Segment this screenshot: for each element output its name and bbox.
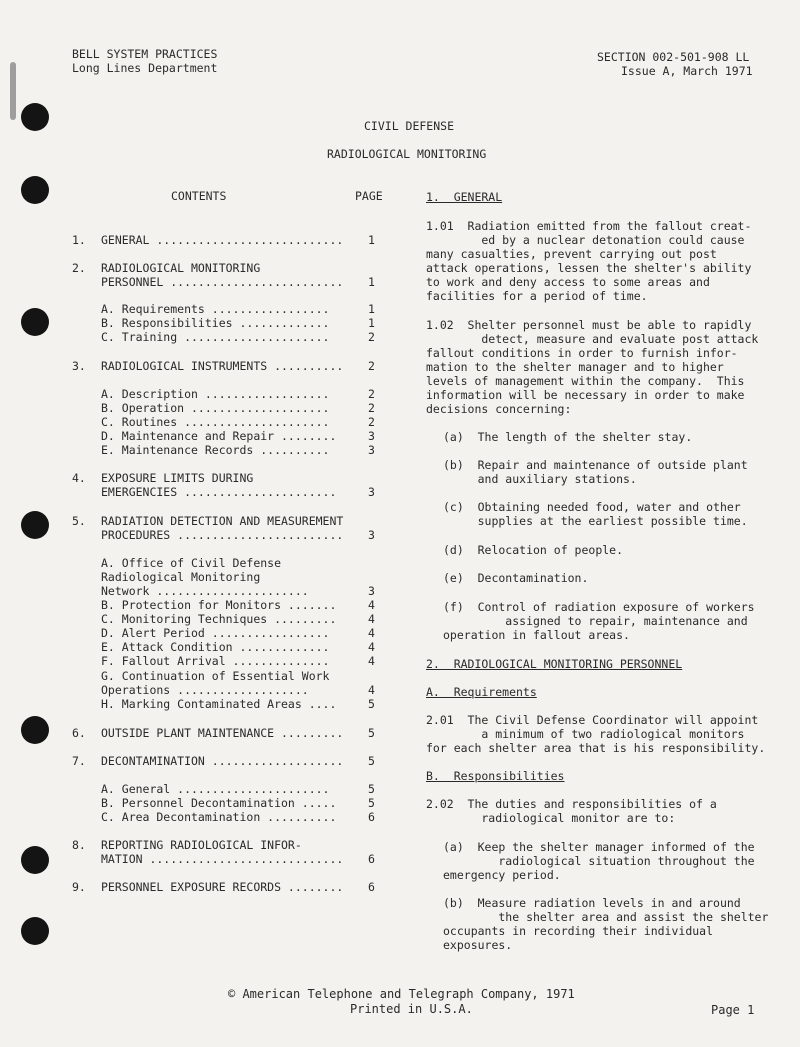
header-right-line2: Issue A, March 1971 xyxy=(621,64,753,78)
toc-page-number: 1 xyxy=(368,233,375,247)
toc-entry-title: Network ...................... xyxy=(101,584,309,598)
toc-entry-title: RADIATION DETECTION AND MEASUREMENT xyxy=(101,514,344,528)
list-item-c: (c) Obtaining needed food, water and other supplies at the earliest possible time. xyxy=(443,500,748,528)
toc-page-number: 5 xyxy=(368,697,375,711)
list-item-2a: (a) Keep the shelter manager informed of the radiological situation throughout the emergency period. xyxy=(443,840,755,882)
toc-entry-title: A. Office of Civil Defense xyxy=(101,556,282,570)
ink-stain xyxy=(10,62,16,120)
toc-number: 5. xyxy=(72,514,86,528)
header-left-line1: BELL SYSTEM PRACTICES xyxy=(72,47,218,61)
toc-page-number: 2 xyxy=(368,387,375,401)
toc-page-number: 4 xyxy=(368,626,375,640)
toc-page-number: 1 xyxy=(368,275,375,289)
binder-hole xyxy=(21,103,49,131)
toc-entry-title: GENERAL ........................... xyxy=(101,233,344,247)
toc-page-number: 5 xyxy=(368,754,375,768)
paragraph-2-01: 2.01 The Civil Defense Coordinator will appoint a minimum of two radiological monitors for each shelter area that is his responsibility. xyxy=(426,713,766,755)
toc-entry-title: C. Area Decontamination .......... xyxy=(101,810,337,824)
page-column-heading: PAGE xyxy=(355,189,383,203)
toc-entry-title: C. Routines ..................... xyxy=(101,415,330,429)
toc-page-number: 5 xyxy=(368,796,375,810)
list-item-a: (a) The length of the shelter stay. xyxy=(443,430,693,444)
list-item-b: (b) Repair and maintenance of outside plant and auxiliary stations. xyxy=(443,458,748,486)
toc-number: 7. xyxy=(72,754,86,768)
toc-entry-title: RADIOLOGICAL INSTRUMENTS .......... xyxy=(101,359,344,373)
toc-number: 6. xyxy=(72,726,86,740)
toc-page-number: 1 xyxy=(368,316,375,330)
toc-page-number: 2 xyxy=(368,415,375,429)
toc-entry-title: B. Responsibilities ............. xyxy=(101,316,330,330)
toc-page-number: 6 xyxy=(368,880,375,894)
toc-page-number: 4 xyxy=(368,683,375,697)
toc-entry-title: EMERGENCIES ...................... xyxy=(101,485,337,499)
toc-entry-title: B. Personnel Decontamination ..... xyxy=(101,796,337,810)
toc-number: 1. xyxy=(72,233,86,247)
list-item-2b: (b) Measure radiation levels in and around the shelter area and assist the shelter occupants in recording their individual exposures. xyxy=(443,896,769,952)
toc-page-number: 2 xyxy=(368,359,375,373)
toc-entry-title: Radiological Monitoring xyxy=(101,570,261,584)
toc-entry-title: REPORTING RADIOLOGICAL INFOR- xyxy=(101,838,302,852)
section-2-heading: 2. RADIOLOGICAL MONITORING PERSONNEL xyxy=(426,657,683,671)
binder-hole xyxy=(21,176,49,204)
toc-entry-title: D. Alert Period ................. xyxy=(101,626,330,640)
copyright-line: © American Telephone and Telegraph Company, 1971 xyxy=(228,987,575,1001)
toc-page-number: 1 xyxy=(368,302,375,316)
binder-hole xyxy=(21,716,49,744)
list-item-d: (d) Relocation of people. xyxy=(443,543,624,557)
toc-entry-title: PROCEDURES ........................ xyxy=(101,528,344,542)
header-right-line1: SECTION 002-501-908 LL xyxy=(597,50,750,64)
toc-entry-title: A. Requirements ................. xyxy=(101,302,330,316)
binder-hole xyxy=(21,511,49,539)
paragraph-1-01: 1.01 Radiation emitted from the fallout creat- ed by a nuclear detonation could cause many casualties, prevent carrying out post attack operations, lessen the shelter's ability to work and deny access to some areas and facilities for a period of time. xyxy=(426,219,752,303)
toc-entry-title: E. Maintenance Records .......... xyxy=(101,443,330,457)
paragraph-2-02: 2.02 The duties and responsibilities of a radiological monitor are to: xyxy=(426,797,717,825)
toc-page-number: 5 xyxy=(368,782,375,796)
header-left-line2: Long Lines Department xyxy=(72,61,218,75)
toc-number: 9. xyxy=(72,880,86,894)
paragraph-1-02: 1.02 Shelter personnel must be able to rapidly detect, measure and evaluate post attack fallout conditions in order to furnish infor- mation to the shelter manager and to higher levels of management within the company. This information will be necessary in order to make decisions concerning: xyxy=(426,318,759,416)
toc-entry-title: PERSONNEL EXPOSURE RECORDS ........ xyxy=(101,880,344,894)
contents-heading: CONTENTS xyxy=(171,189,227,203)
toc-page-number: 5 xyxy=(368,726,375,740)
toc-entry-title: G. Continuation of Essential Work xyxy=(101,669,330,683)
toc-entry-title: A. Description .................. xyxy=(101,387,330,401)
toc-entry-title: F. Fallout Arrival .............. xyxy=(101,654,330,668)
toc-entry-title: PERSONNEL ......................... xyxy=(101,275,344,289)
toc-entry-title: DECONTAMINATION ................... xyxy=(101,754,344,768)
toc-page-number: 3 xyxy=(368,528,375,542)
binder-hole xyxy=(21,308,49,336)
list-item-e: (e) Decontamination. xyxy=(443,571,589,585)
toc-number: 2. xyxy=(72,261,86,275)
binder-hole xyxy=(21,846,49,874)
subsection-a-heading: A. Requirements xyxy=(426,685,537,699)
toc-entry-title: B. Protection for Monitors ....... xyxy=(101,598,337,612)
toc-number: 8. xyxy=(72,838,86,852)
toc-number: 3. xyxy=(72,359,86,373)
list-item-f: (f) Control of radiation exposure of workers assigned to repair, maintenance and operation in fallout areas. xyxy=(443,600,755,642)
document-subtitle: RADIOLOGICAL MONITORING xyxy=(327,147,487,161)
toc-page-number: 3 xyxy=(368,485,375,499)
toc-page-number: 6 xyxy=(368,852,375,866)
toc-entry-title: C. Monitoring Techniques ......... xyxy=(101,612,337,626)
toc-page-number: 3 xyxy=(368,443,375,457)
toc-entry-title: B. Operation .................... xyxy=(101,401,330,415)
toc-number: 4. xyxy=(72,471,86,485)
document-title: CIVIL DEFENSE xyxy=(364,119,455,133)
toc-entry-title: E. Attack Condition ............. xyxy=(101,640,330,654)
toc-page-number: 4 xyxy=(368,598,375,612)
toc-page-number: 4 xyxy=(368,640,375,654)
section-1-heading: 1. GENERAL xyxy=(426,190,503,204)
toc-entry-title: A. General ...................... xyxy=(101,782,330,796)
toc-entry-title: MATION ............................ xyxy=(101,852,344,866)
subsection-b-heading: B. Responsibilities xyxy=(426,769,565,783)
binder-hole xyxy=(21,917,49,945)
toc-entry-title: H. Marking Contaminated Areas .... xyxy=(101,697,337,711)
toc-page-number: 4 xyxy=(368,612,375,626)
printed-line: Printed in U.S.A. xyxy=(350,1002,473,1016)
page-number: Page 1 xyxy=(711,1003,755,1017)
toc-page-number: 4 xyxy=(368,654,375,668)
toc-page-number: 3 xyxy=(368,584,375,598)
toc-page-number: 6 xyxy=(368,810,375,824)
toc-page-number: 2 xyxy=(368,330,375,344)
toc-entry-title: OUTSIDE PLANT MAINTENANCE ......... xyxy=(101,726,344,740)
toc-page-number: 3 xyxy=(368,429,375,443)
toc-entry-title: Operations ................... xyxy=(101,683,309,697)
toc-entry-title: RADIOLOGICAL MONITORING xyxy=(101,261,261,275)
toc-page-number: 2 xyxy=(368,401,375,415)
toc-entry-title: EXPOSURE LIMITS DURING xyxy=(101,471,254,485)
toc-entry-title: C. Training ..................... xyxy=(101,330,330,344)
toc-entry-title: D. Maintenance and Repair ........ xyxy=(101,429,337,443)
